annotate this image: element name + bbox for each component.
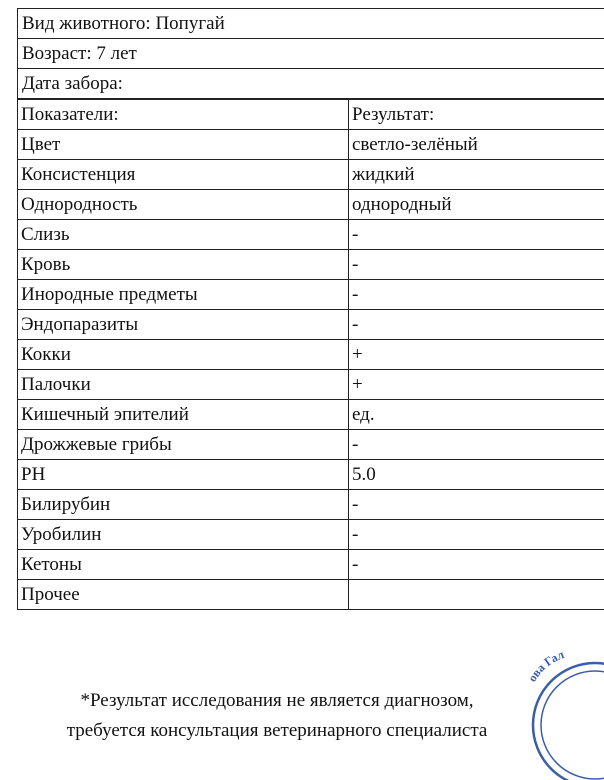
result-row — [18, 190, 604, 220]
indicator-value: - — [349, 220, 604, 250]
indicator-value: - — [349, 550, 604, 580]
indicator-value: + — [349, 340, 604, 370]
indicator-value: 5.0 — [349, 460, 604, 490]
animal-type-cell: Вид животного: Попугай — [18, 9, 604, 39]
result-row — [18, 250, 604, 280]
indicator-name: Уробилин — [18, 520, 349, 550]
indicator-value: + — [349, 370, 604, 400]
result-row — [18, 580, 604, 610]
indicator-value: - — [349, 310, 604, 340]
result-row — [18, 220, 604, 250]
indicator-name: Кровь — [18, 250, 349, 280]
result-row — [18, 160, 604, 190]
indicator-header: Показатели: — [18, 100, 349, 130]
indicator-name: PH — [18, 460, 349, 490]
result-row — [18, 430, 604, 460]
result-row — [18, 460, 604, 490]
indicator-name: Билирубин — [18, 490, 349, 520]
result-row — [18, 370, 604, 400]
indicator-value: - — [349, 520, 604, 550]
age-row — [18, 39, 604, 69]
indicator-value: светло-зелёный — [349, 130, 604, 160]
result-row — [18, 400, 604, 430]
indicator-value: однородный — [349, 190, 604, 220]
stamp-outer-ring — [533, 663, 604, 780]
disclaimer-line-2: требуется консультация ветеринарного специалиста — [17, 716, 537, 746]
clinic-stamp — [520, 650, 604, 780]
indicator-name: Прочее — [18, 580, 349, 610]
indicator-name: Цвет — [18, 130, 349, 160]
stamp-inner-ring — [541, 671, 604, 779]
age-cell: Возраст: 7 лет — [18, 39, 604, 69]
indicator-name: Однородность — [18, 190, 349, 220]
indicator-value: - — [349, 250, 604, 280]
result-row — [18, 490, 604, 520]
patient-info-table — [17, 8, 604, 99]
result-row — [18, 130, 604, 160]
indicator-value: ед. — [349, 400, 604, 430]
indicator-value: - — [349, 490, 604, 520]
top-margin — [17, 0, 604, 8]
result-header: Результат: — [349, 100, 604, 130]
sample-date-cell: Дата забора: — [18, 69, 604, 99]
results-table — [17, 99, 604, 610]
indicator-name: Слизь — [18, 220, 349, 250]
result-row — [18, 280, 604, 310]
stamp-text: ова Гал — [525, 650, 566, 684]
indicator-name: Палочки — [18, 370, 349, 400]
indicator-value — [349, 580, 604, 610]
indicator-value: - — [349, 280, 604, 310]
analysis-form — [17, 0, 604, 610]
results-rows — [18, 130, 604, 610]
indicator-name: Кетоны — [18, 550, 349, 580]
indicator-value: - — [349, 430, 604, 460]
result-row — [18, 520, 604, 550]
indicator-name: Дрожжевые грибы — [18, 430, 349, 460]
indicator-name: Консистенция — [18, 160, 349, 190]
date-row — [18, 69, 604, 99]
disclaimer-note — [17, 686, 537, 746]
disclaimer-line-1: *Результат исследования не является диагнозом, — [17, 686, 537, 716]
indicator-name: Эндопаразиты — [18, 310, 349, 340]
result-row — [18, 310, 604, 340]
result-row — [18, 550, 604, 580]
result-row — [18, 340, 604, 370]
indicator-value: жидкий — [349, 160, 604, 190]
indicator-name: Кокки — [18, 340, 349, 370]
indicator-name: Кишечный эпителий — [18, 400, 349, 430]
results-header-row — [18, 100, 604, 130]
indicator-name: Инородные предметы — [18, 280, 349, 310]
animal-row — [18, 9, 604, 39]
